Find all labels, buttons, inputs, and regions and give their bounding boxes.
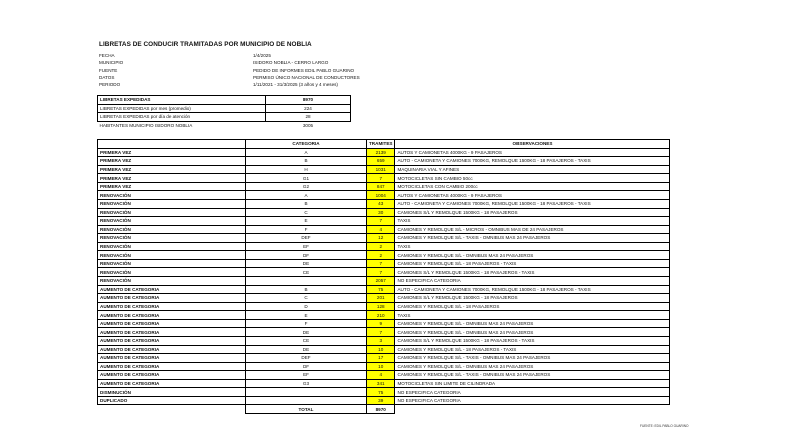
info-row: [99, 59, 360, 66]
info-value: 1/4/2025: [253, 53, 271, 58]
table-row: [98, 148, 670, 157]
tipo-cell: AUMENTO DE CATEGORIA: [98, 379, 246, 388]
observaciones-cell: AUTO - CAMIONETA Y CAMIONES 7000KG, REMOLQUE 1500KG - 18 PASAJEROS - TAXIS: [395, 285, 670, 294]
tramites-cell: 7: [367, 174, 395, 183]
categoria-cell: F: [246, 319, 367, 328]
table-row: [98, 225, 670, 234]
table-row: [98, 362, 670, 371]
summary-row: [98, 121, 351, 129]
summary-value: 224: [266, 104, 351, 113]
header-observaciones: OBSERVACIONES: [395, 140, 670, 149]
table-row: [98, 234, 670, 243]
tipo-cell: AUMENTO DE CATEGORIA: [98, 362, 246, 371]
tipo-cell: RENOVACIÓN: [98, 208, 246, 217]
source-footer: FUENTE: EDIL PABLO GUARINO: [640, 424, 689, 428]
categoria-cell: G2: [246, 182, 367, 191]
categoria-cell: A: [246, 191, 367, 200]
table-row: [98, 396, 670, 405]
summary-key: LIBRETAS EXPEDIDAS: [98, 96, 266, 105]
observaciones-cell: CAMIONES Y REMOLQUE S/L - OMNIBUS MAS 24 PASAJEROS: [395, 362, 670, 371]
tramites-cell: 128: [367, 302, 395, 311]
summary-row: [98, 104, 351, 113]
tipo-cell: PRIMERA VEZ: [98, 174, 246, 183]
observaciones-cell: CAMIONES S/L Y REMOLQUE 1500KG - 18 PASAJEROS: [395, 294, 670, 303]
categoria-cell: DF: [246, 251, 367, 260]
categoria-cell: [246, 388, 367, 397]
tipo-cell: RENOVACIÓN: [98, 259, 246, 268]
table-row: [98, 294, 670, 303]
table-row: [98, 311, 670, 320]
observaciones-cell: AUTOS Y CAMIONETAS 4000KG - 9 PASAJEROS: [395, 191, 670, 200]
tipo-cell: AUMENTO DE CATEGORIA: [98, 345, 246, 354]
categoria-cell: C: [246, 208, 367, 217]
tramites-cell: 2139: [367, 148, 395, 157]
categoria-cell: DE: [246, 259, 367, 268]
info-key: PERIODO: [99, 82, 121, 88]
tramites-cell: 847: [367, 182, 395, 191]
observaciones-cell: CAMIONES S/L Y REMOLQUE 1500KG - 18 PASAJEROS - TAXIS: [395, 268, 670, 277]
total-value: 8970: [367, 405, 395, 414]
table-row: [98, 285, 670, 294]
tipo-cell: RENOVACIÓN: [98, 251, 246, 260]
observaciones-cell: TAXIS: [395, 217, 670, 226]
table-row: [98, 259, 670, 268]
tramites-cell: 659: [367, 157, 395, 166]
table-row: [98, 251, 670, 260]
info-key: FUENTE: [99, 67, 118, 73]
categoria-cell: A: [246, 148, 367, 157]
tipo-cell: AUMENTO DE CATEGORIA: [98, 285, 246, 294]
tipo-cell: AUMENTO DE CATEGORIA: [98, 328, 246, 337]
header-tramites: TRAMITES: [367, 140, 395, 149]
table-row: [98, 328, 670, 337]
tipo-cell: DUPLICADO: [98, 396, 246, 405]
observaciones-cell: CAMIONES Y REMOLQUE S/L - TAXIS - OMNIBUS MAS 24 PASAJEROS: [395, 354, 670, 363]
tramites-cell: 341: [367, 379, 395, 388]
tramites-cell: 75: [367, 285, 395, 294]
categoria-cell: B: [246, 199, 367, 208]
header-row: [98, 140, 670, 149]
categoria-cell: DE: [246, 328, 367, 337]
tramites-cell: 7: [367, 259, 395, 268]
categoria-cell: DEF: [246, 234, 367, 243]
info-row: [99, 81, 360, 88]
observaciones-cell: NO ESPECIFICA CATEGORIA: [395, 388, 670, 397]
summary-row: [98, 96, 351, 105]
observaciones-cell: CAMIONES Y REMOLQUE S/L - TAXIS - OMNIBUS MAS 24 PASAJEROS: [395, 371, 670, 380]
info-key: MUNICIPIO: [99, 60, 124, 66]
tramites-cell: 4: [367, 371, 395, 380]
observaciones-cell: TAXIS: [395, 242, 670, 251]
observaciones-cell: CAMIONES Y REMOLQUE S/L - 18 PASAJEROS - TAXIS: [395, 345, 670, 354]
tramites-cell: 7: [367, 217, 395, 226]
tramites-cell: 2: [367, 242, 395, 251]
tramites-cell: 12: [367, 234, 395, 243]
info-value: PERMISO ÚNICO NACIONAL DE CONDUCTORES: [253, 75, 360, 81]
summary-key: LIBRETAS EXPEDIDAS por mes (promedio): [98, 104, 266, 113]
observaciones-cell: CAMIONES Y REMOLQUE S/L - 18 PASAJEROS: [395, 302, 670, 311]
observaciones-cell: CAMIONES S/L Y REMOLQUE 1500KG - 18 PASAJEROS: [395, 208, 670, 217]
tipo-cell: RENOVACIÓN: [98, 191, 246, 200]
tipo-cell: PRIMERA VEZ: [98, 148, 246, 157]
tramites-cell: 10: [367, 362, 395, 371]
header-categoria: CATEGORIA: [246, 140, 367, 149]
table-row: [98, 371, 670, 380]
categoria-cell: G3: [246, 379, 367, 388]
total-label: TOTAL: [246, 405, 367, 414]
table-row: [98, 354, 670, 363]
info-value: PEDIDO DE INFORMES EDIL PABLO GUARINO: [253, 67, 355, 73]
observaciones-cell: AUTO - CAMIONETA Y CAMIONES 7000KG, REMOLQUE 1500KG - 18 PASAJEROS - TAXIS: [395, 199, 670, 208]
info-value: 1/11/2021 - 31/3/2025 (3 años y 4 meses): [253, 82, 338, 88]
info-key: DATOS: [99, 75, 115, 81]
tramites-cell: 17: [367, 354, 395, 363]
observaciones-cell: NO ESPECIFICA CATEGORIA: [395, 396, 670, 405]
info-row: [99, 67, 360, 74]
tipo-cell: AUMENTO DE CATEGORIA: [98, 371, 246, 380]
tramites-table: [97, 139, 670, 414]
table-row: [98, 165, 670, 174]
tramites-cell: 2: [367, 251, 395, 260]
observaciones-cell: TAXIS: [395, 311, 670, 320]
tipo-cell: AUMENTO DE CATEGORIA: [98, 336, 246, 345]
info-row: [99, 74, 360, 81]
tipo-cell: RENOVACIÓN: [98, 268, 246, 277]
table-row: [98, 345, 670, 354]
categoria-cell: DE: [246, 345, 367, 354]
summary-key: LIBRETAS EXPEDIDAS por día de atención: [98, 113, 266, 122]
tramites-cell: 3: [367, 336, 395, 345]
tipo-cell: PRIMERA VEZ: [98, 157, 246, 166]
summary-value: 3005: [302, 122, 314, 128]
tipo-cell: PRIMERA VEZ: [98, 182, 246, 191]
info-value: ISIDORO NOBLIA - CERRO LARGO: [253, 60, 329, 66]
table-row: [98, 191, 670, 200]
header-tipo: [98, 140, 246, 149]
table-row: [98, 302, 670, 311]
tipo-cell: RENOVACIÓN: [98, 225, 246, 234]
tramites-cell: 10: [367, 345, 395, 354]
table-row: [98, 157, 670, 166]
document-title: LIBRETAS DE CONDUCIR TRAMITADAS POR MUNICIPIO DE NOBLIA: [99, 41, 312, 48]
tramites-cell: 39: [367, 396, 395, 405]
table-row: [98, 199, 670, 208]
tramites-cell: 7: [367, 268, 395, 277]
categoria-cell: [246, 396, 367, 405]
tramites-cell: 1004: [367, 191, 395, 200]
tipo-cell: AUMENTO DE CATEGORIA: [98, 319, 246, 328]
tramites-cell: 75: [367, 388, 395, 397]
tramites-cell: 4: [367, 225, 395, 234]
categoria-cell: DEF: [246, 354, 367, 363]
summary-value: 8970: [266, 96, 351, 105]
table-row: [98, 174, 670, 183]
observaciones-cell: CAMIONES Y REMOLQUE S/L - MICROS - OMNIBUS MAS DE 24 PASAJEROS: [395, 225, 670, 234]
table-row: [98, 277, 670, 286]
categoria-cell: EF: [246, 242, 367, 251]
categoria-cell: D: [246, 302, 367, 311]
table-row: [98, 268, 670, 277]
tipo-cell: RENOVACIÓN: [98, 217, 246, 226]
tipo-cell: AUMENTO DE CATEGORIA: [98, 294, 246, 303]
observaciones-cell: CAMIONES Y REMOLQUE S/L - 18 PASAJEROS - TAXIS: [395, 259, 670, 268]
observaciones-cell: CAMIONES Y REMOLQUE S/L - OMNIBUS MAS 24 PASAJEROS: [395, 251, 670, 260]
categoria-cell: C: [246, 294, 367, 303]
tramites-cell: 2057: [367, 277, 395, 286]
categoria-cell: G1: [246, 174, 367, 183]
tramites-cell: 1031: [367, 165, 395, 174]
table-row: [98, 242, 670, 251]
observaciones-cell: MAQUINARIA VIAL Y AFINES: [395, 165, 670, 174]
tramites-cell: 210: [367, 311, 395, 320]
categoria-cell: CE: [246, 336, 367, 345]
table-row: [98, 319, 670, 328]
table-body: [98, 148, 670, 405]
info-row: [99, 52, 360, 59]
tramites-cell: 43: [367, 199, 395, 208]
tipo-cell: RENOVACIÓN: [98, 242, 246, 251]
categoria-cell: B: [246, 285, 367, 294]
summary-key: HABITANTES MUNICIPIO ISIDORO NOBLIA: [99, 122, 193, 128]
tipo-cell: AUMENTO DE CATEGORIA: [98, 302, 246, 311]
tipo-cell: PRIMERA VEZ: [98, 165, 246, 174]
table-row: [98, 388, 670, 397]
categoria-cell: EF: [246, 371, 367, 380]
summary-value: 28: [266, 113, 351, 122]
tipo-cell: RENOVACIÓN: [98, 199, 246, 208]
observaciones-cell: CAMIONES Y REMOLQUE S/L - OMNIBUS MAS 24 PASAJEROS: [395, 319, 670, 328]
total-row: [98, 405, 670, 414]
observaciones-cell: MOTOCICLETAS SIN LIMITE DE CILINDRADA: [395, 379, 670, 388]
tramites-cell: 30: [367, 208, 395, 217]
tipo-cell: AUMENTO DE CATEGORIA: [98, 311, 246, 320]
observaciones-cell: CAMIONES Y REMOLQUE S/L - OMNIBUS MAS 24 PASAJEROS: [395, 328, 670, 337]
blank-cell: [98, 405, 246, 414]
categoria-cell: DF: [246, 362, 367, 371]
tramites-cell: 201: [367, 294, 395, 303]
categoria-cell: E: [246, 311, 367, 320]
observaciones-cell: AUTO - CAMIONETA Y CAMIONES 7000KG, REMOLQUE 1500KG - 18 PASAJEROS - TAXIS: [395, 157, 670, 166]
categoria-cell: F: [246, 225, 367, 234]
info-key: FECHA: [99, 53, 115, 58]
blank-cell: [395, 405, 670, 414]
categoria-cell: B: [246, 157, 367, 166]
table-row: [98, 379, 670, 388]
tipo-cell: RENOVACIÓN: [98, 234, 246, 243]
summary-row: [98, 113, 351, 122]
table-row: [98, 182, 670, 191]
table-row: [98, 208, 670, 217]
observaciones-cell: AUTOS Y CAMIONETAS 4000KG - 9 PASAJEROS: [395, 148, 670, 157]
categoria-cell: CE: [246, 268, 367, 277]
tramites-cell: 9: [367, 319, 395, 328]
summary-table: [97, 95, 351, 129]
tipo-cell: RENOVACIÓN: [98, 277, 246, 286]
tipo-cell: DISMINUCIÓN: [98, 388, 246, 397]
observaciones-cell: CAMIONES S/L Y REMOLQUE 1500KG - 18 PASAJEROS - TAXIS: [395, 336, 670, 345]
categoria-cell: E: [246, 217, 367, 226]
table-row: [98, 336, 670, 345]
table-row: [98, 217, 670, 226]
tramites-cell: 7: [367, 328, 395, 337]
observaciones-cell: CAMIONES Y REMOLQUE S/L - TAXIS - OMNIBUS MAS 24 PASAJEROS: [395, 234, 670, 243]
observaciones-cell: MOTOCICLETAS SIN CAMBIO 50cc: [395, 174, 670, 183]
observaciones-cell: NO ESPECIFICA CATEGORIA: [395, 277, 670, 286]
categoria-cell: [246, 277, 367, 286]
observaciones-cell: MOTOCICLETAS CON CAMBIO 200cc: [395, 182, 670, 191]
info-block: [99, 52, 360, 89]
categoria-cell: H: [246, 165, 367, 174]
tipo-cell: AUMENTO DE CATEGORIA: [98, 354, 246, 363]
